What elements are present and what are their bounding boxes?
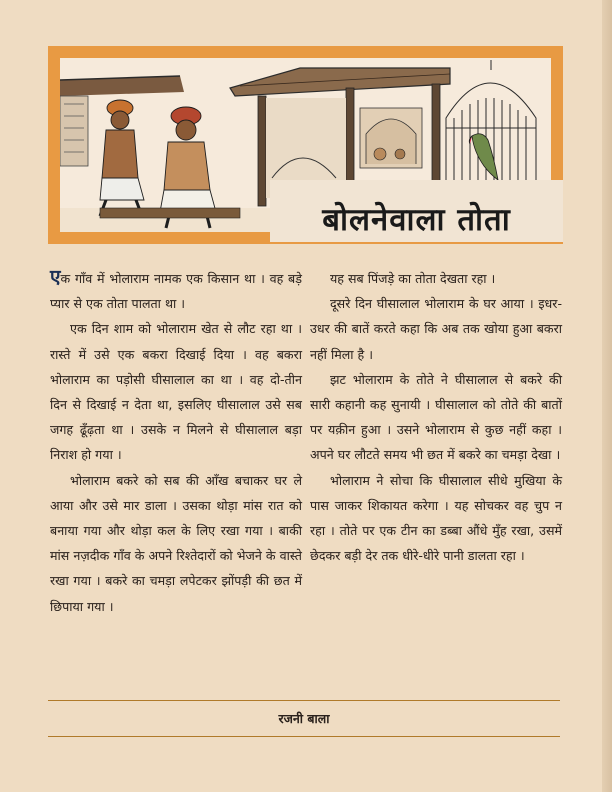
author-rule-top [48,700,560,701]
story-paragraph: एक दिन शाम को भोलाराम खेत से लौट रहा था । रास्ते में उसे एक बकरा दिखाई दिया । वह बकरा भोलाराम का पड़ोसी घीसालाल का था । वह दो-तीन दिन से दिखाई न देता था, इसलिए घीसालाल उसे सब जगह ढूँढ़ता था । उसके न मिलने से घीसालाल बड़ा निराश हो गया । [50,321,302,463]
text-column-left [50,266,302,619]
story-paragraph: भोलाराम बकरे को सब की आँख बचाकर घर ले आया और उसे मार डाला । उसका थोड़ा मांस रात को बनाया गया और थोड़ा कल के लिए रखा गया । बाकी मांस नज़दीक गाँव के अपने रिश्तेदारों को भेजने के वास्ते रखा गया । बकरे का चमड़ा लपेटकर झोंपड़ी की छत में छिपाया गया । [50,472,302,614]
story-title: बोलनेवाला तोता [322,202,511,238]
drop-cap: ए [50,266,61,288]
paragraph-text: क गाँव में भोलाराम नामक एक किसान था । वह बड़े प्यार से एक तोता पालता था । [50,271,302,312]
story-paragraph: दूसरे दिन घीसालाल भोलाराम के घर आया । इधर-उधर की बातें करते कहा कि अब तक खोया हुआ बकरा नहीं मिला है । [310,296,562,362]
page-edge [602,0,612,792]
story-paragraph: यह सब पिंजड़े का तोता देखता रहा । [330,271,496,286]
text-column-right [310,266,562,568]
story-paragraph: झट भोलाराम के तोते ने घीसालाल से बकरे की सारी कहानी कह सुनायी । घीसालाल को तोते की बातों पर यक़ीन हुआ । उसने भोलाराम से कुछ नहीं कहा । अपने घर लौटते समय भी छत में बकरे का चमड़ा देखा । [310,371,562,463]
author-credit: रजनी बाला [278,711,330,726]
story-paragraph [50,266,302,316]
story-paragraph: भोलाराम ने सोचा कि घीसालाल सीधे मुखिया के पास जाकर शिकायत करेगा । यह सोचकर वह चुप न रहा । तोते पर एक टीन का डब्बा औंधे मुँह रखा, उसमें छेदकर बड़ी देर तक धीरे-धीरे पानी डालता रहा । [310,472,562,564]
author-rule-bottom [48,736,560,737]
